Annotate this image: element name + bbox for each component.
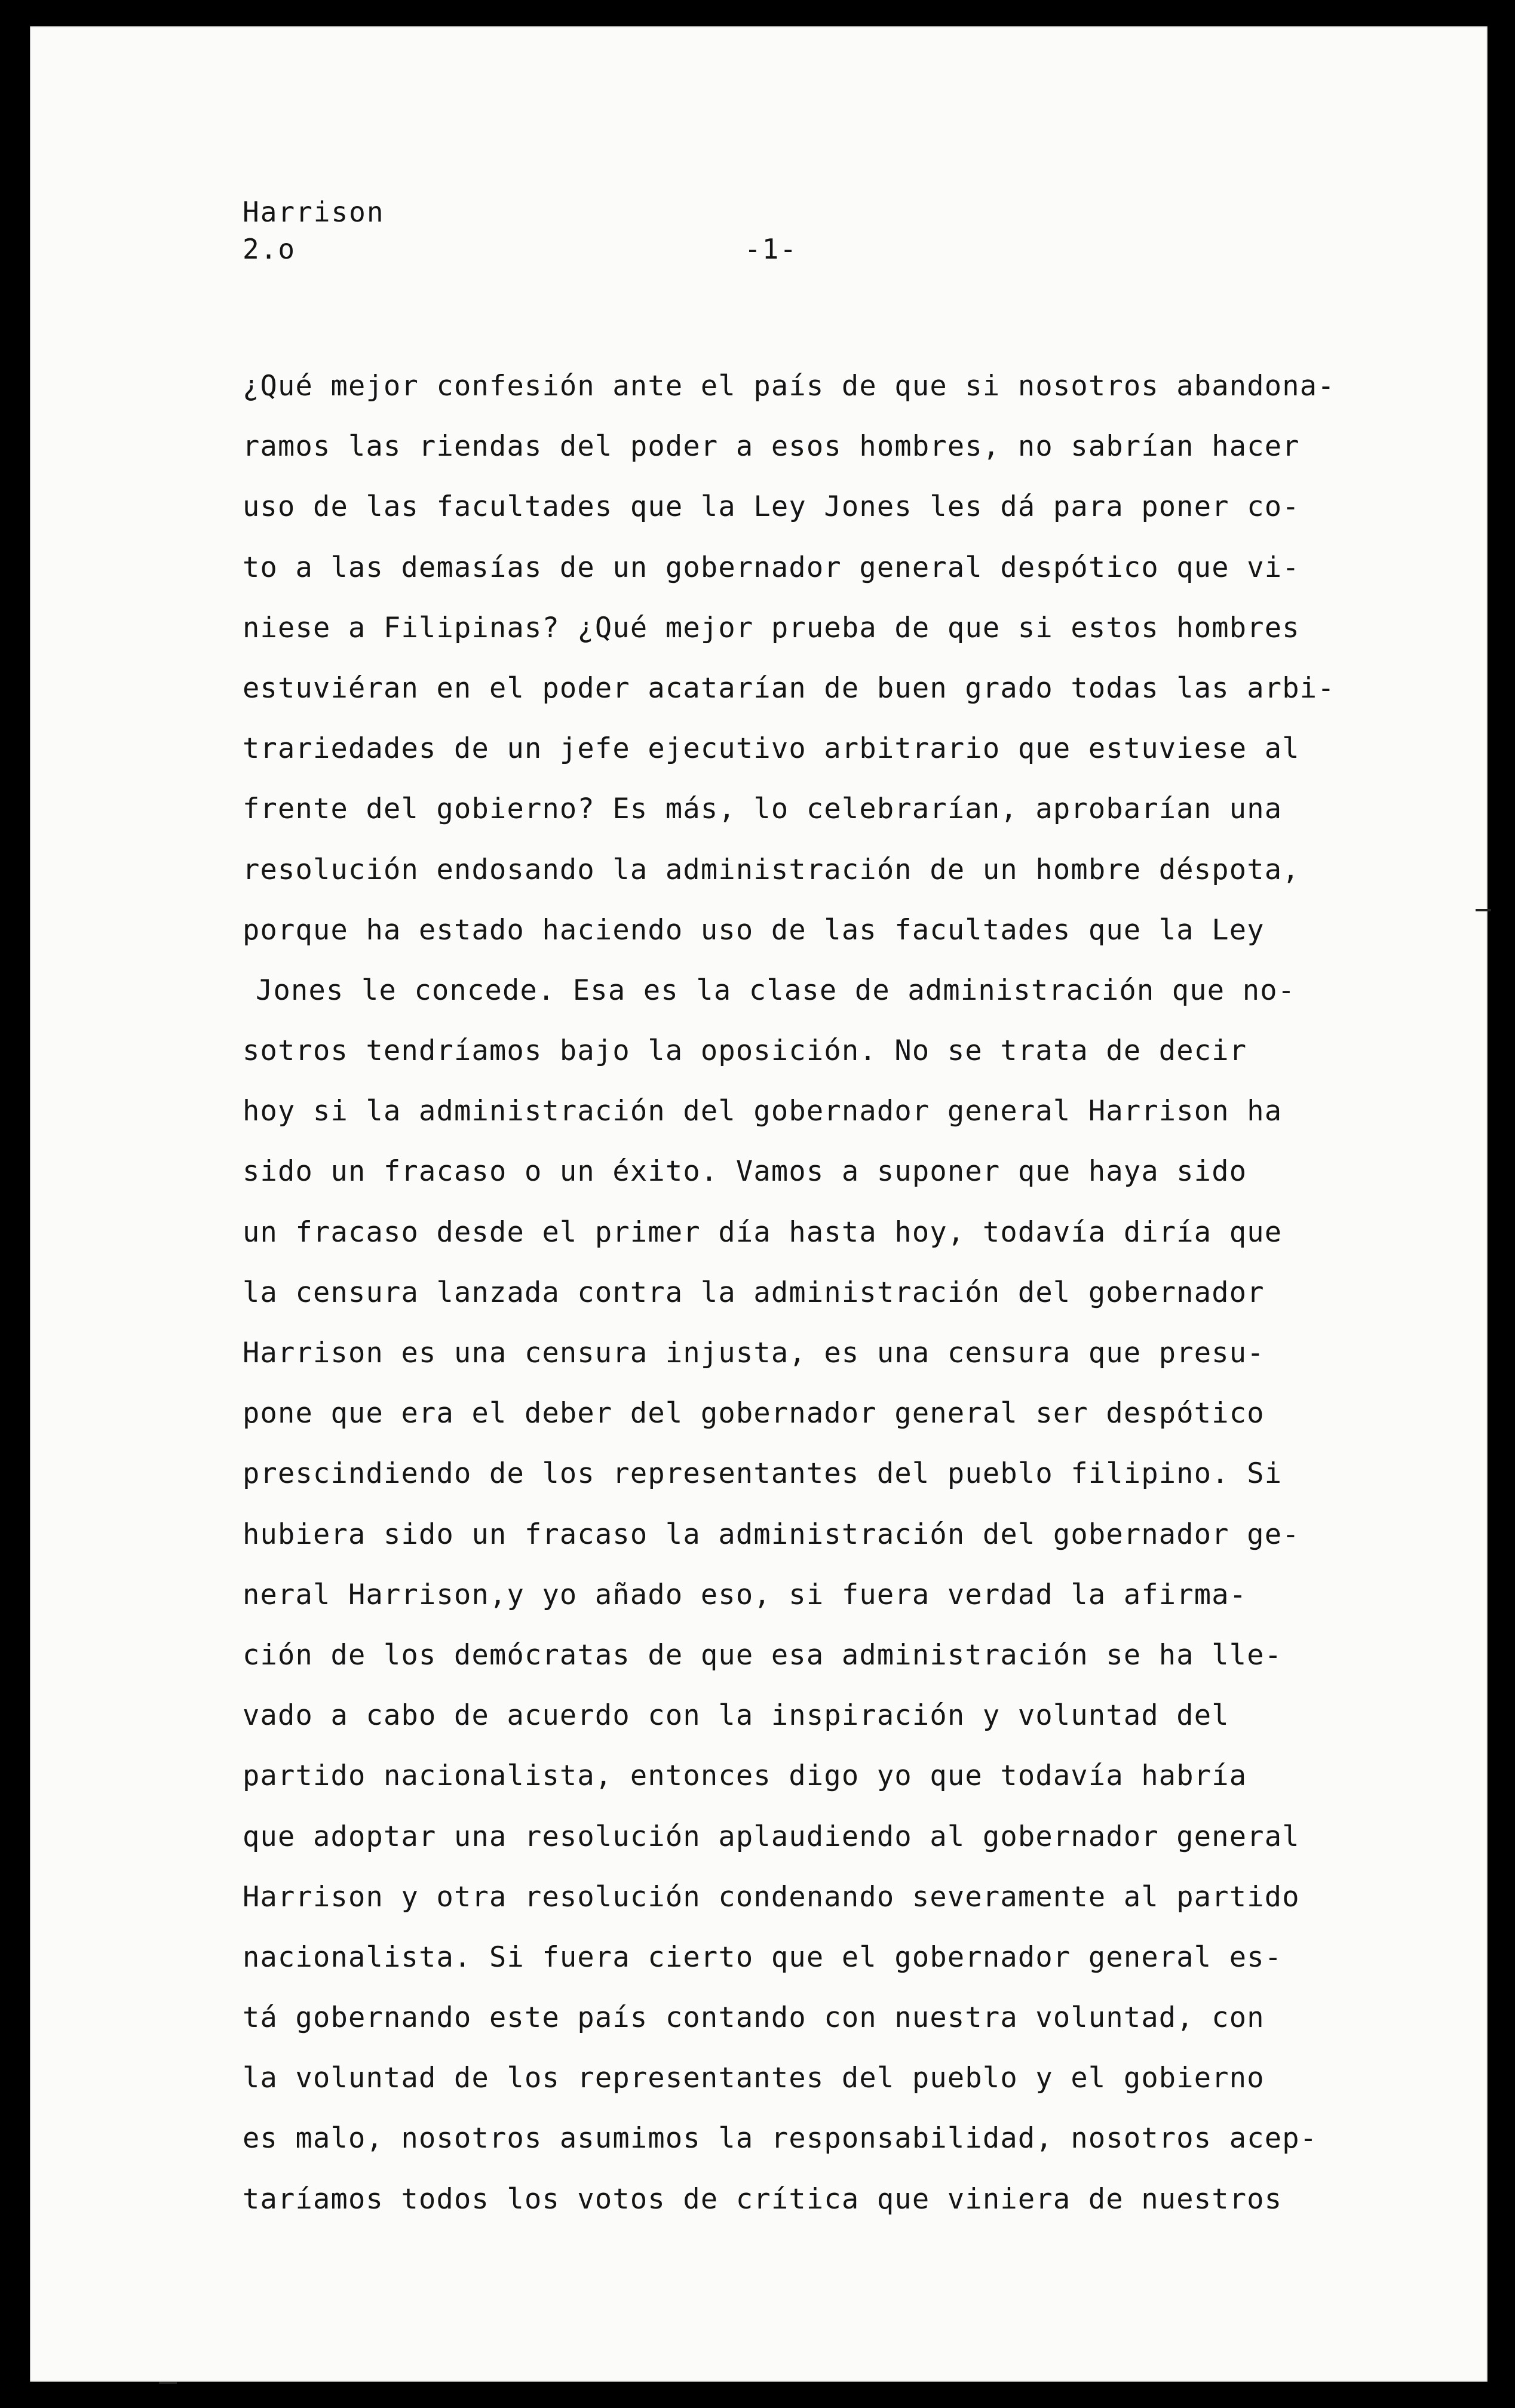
- text-line: resolución endosando la administración de un hombre déspota,: [243, 853, 1300, 886]
- text-line: neral Harrison,y yo añado eso, si fuera verdad la afirma-: [243, 1578, 1247, 1611]
- text-line: trariedades de un jefe ejecutivo arbitrario que estuviese al: [243, 732, 1300, 766]
- text-line: Harrison es una censura injusta, es una censura que presu-: [243, 1337, 1265, 1369]
- margin-mark: [159, 2382, 177, 2384]
- text-line: sido un fracaso o un éxito. Vamos a suponer que haya sido: [243, 1155, 1247, 1188]
- text-line: prescindiendo de los representantes del pueblo filipino. Si: [243, 1457, 1283, 1491]
- text-line: taríamos todos los votos de crítica que viniera de nuestros: [243, 2182, 1283, 2216]
- text-line: hubiera sido un fracaso la administración del gobernador ge-: [243, 1518, 1300, 1551]
- text-line: la voluntad de los representantes del pueblo y el gobierno: [243, 2062, 1265, 2095]
- text-line: ción de los demócratas de que esa administración se ha lle-: [243, 1638, 1283, 1672]
- document-page: [30, 26, 1488, 2382]
- text-line: estuviéran en el poder acatarían de buen grado todas las arbi-: [243, 671, 1335, 705]
- text-line: que adoptar una resolución aplaudiendo al gobernador general: [243, 1820, 1300, 1853]
- page-number: -1-: [744, 233, 798, 265]
- text-line: to a las demasías de un gobernador general despótico que vi-: [243, 551, 1300, 584]
- text-line: ramos las riendas del poder a esos hombres, no sabrían hacer: [243, 430, 1300, 463]
- text-line: hoy si la administración del gobernador general Harrison ha: [243, 1095, 1283, 1128]
- text-line: tá gobernando este país contando con nuestra voluntad, con: [243, 2001, 1265, 2035]
- header-block: [243, 194, 385, 268]
- text-line: uso de las facultades que la Ley Jones les dá para poner co-: [243, 490, 1300, 524]
- text-line: sotros tendríamos bajo la oposición. No se trata de decir: [243, 1034, 1247, 1068]
- text-line: vado a cabo de acuerdo con la inspiración y voluntad del: [243, 1699, 1229, 1733]
- text-line: frente del gobierno? Es más, lo celebrarían, aprobarían una: [243, 793, 1283, 826]
- text-line: partido nacionalista, entonces digo yo que todavía habría: [243, 1759, 1247, 1793]
- text-line: pone que era el deber del gobernador general ser despótico: [243, 1397, 1265, 1430]
- text-line: niese a Filipinas? ¿Qué mejor prueba de que si estos hombres: [243, 611, 1300, 644]
- text-line: porque ha estado haciendo uso de las facultades que la Ley: [243, 913, 1265, 947]
- text-line: es malo, nosotros asumimos la responsabilidad, nosotros acep-: [243, 2122, 1318, 2155]
- text-line: la censura lanzada contra la administración del gobernador: [243, 1276, 1265, 1309]
- text-line: Harrison y otra resolución condenando severamente al partido: [243, 1880, 1300, 1914]
- text-line: ¿Qué mejor confesión ante el país de que si nosotros abandona-: [243, 370, 1335, 403]
- body-text: [243, 356, 1407, 2229]
- text-line: nacionalista. Si fuera cierto que el gobernador general es-: [243, 1940, 1283, 1974]
- text-line: un fracaso desde el primer día hasta hoy, todavía diría que: [243, 1215, 1283, 1249]
- text-line: Jones le concede. Esa es la clase de administración que no-: [256, 973, 1296, 1007]
- header-section: 2.o: [243, 233, 296, 265]
- margin-mark: [1476, 909, 1491, 911]
- header-name: Harrison: [243, 196, 385, 228]
